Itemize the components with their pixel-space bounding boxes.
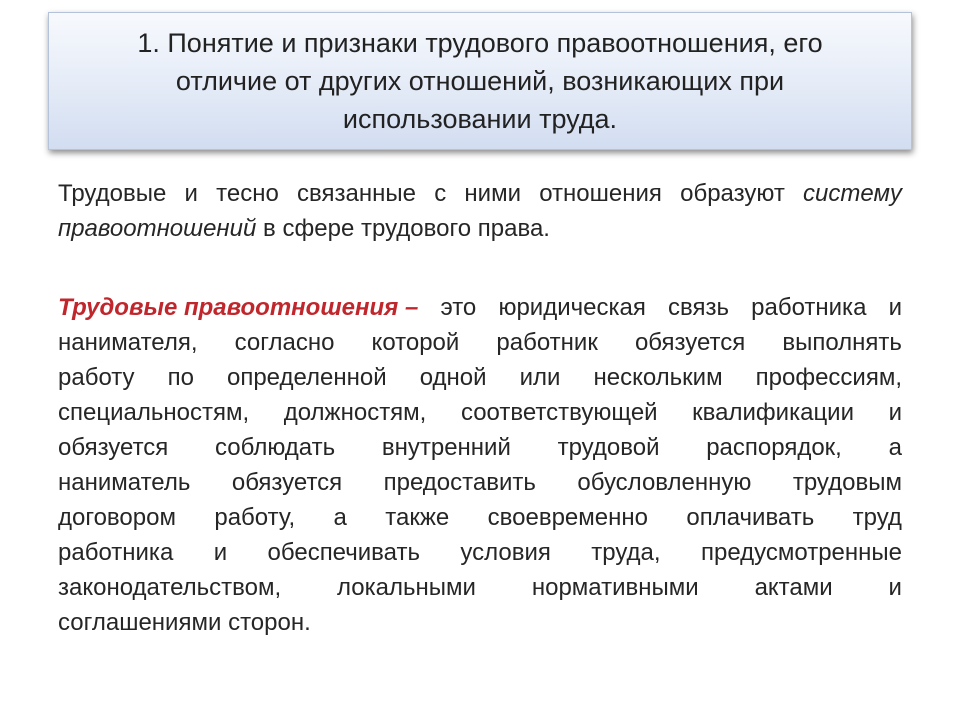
word: соблюдать <box>215 434 336 461</box>
slide-title <box>137 24 822 138</box>
word: связанные <box>297 180 416 207</box>
word: сторон. <box>228 609 311 636</box>
word: с <box>434 180 447 207</box>
word: согласно <box>234 329 335 356</box>
word: профессиям, <box>755 364 902 391</box>
word: и <box>888 294 902 321</box>
word: правоотношений <box>58 215 257 242</box>
word: в <box>263 215 276 242</box>
word: отношения <box>539 180 662 207</box>
word: и <box>888 574 902 601</box>
text-line <box>58 570 902 605</box>
word: работника <box>751 294 867 321</box>
word: это <box>440 294 477 321</box>
text-line <box>58 176 902 211</box>
word: одной <box>419 364 487 391</box>
word: законодательством, <box>58 574 282 601</box>
word: распорядок, <box>706 434 842 461</box>
word: трудового <box>361 215 472 242</box>
text-line <box>58 465 902 500</box>
word: труда, <box>591 539 661 566</box>
word: ними <box>464 180 521 207</box>
word: Трудовые <box>58 180 167 207</box>
word: связь <box>667 294 729 321</box>
word: работника <box>58 539 174 566</box>
text-line <box>58 395 902 430</box>
word: обязуется <box>231 469 343 496</box>
word: условия <box>460 539 551 566</box>
word: внутренний <box>381 434 511 461</box>
word: права. <box>477 215 550 242</box>
word: специальностям, <box>58 399 250 426</box>
intro-paragraph <box>58 176 902 246</box>
word: определенной <box>226 364 387 391</box>
word: своевременно <box>487 504 648 531</box>
word: также <box>385 504 450 531</box>
word: а <box>333 504 347 531</box>
word: и <box>888 399 902 426</box>
word: выполнять <box>782 329 902 356</box>
word: договором <box>58 504 176 531</box>
text-line <box>58 430 902 465</box>
text-line <box>58 325 902 360</box>
word: наниматель <box>58 469 191 496</box>
word: нескольким <box>593 364 723 391</box>
word: юридическая <box>498 294 646 321</box>
text-line <box>58 360 902 395</box>
text-line <box>58 211 902 246</box>
definition-paragraph <box>58 290 902 640</box>
text-line <box>58 605 902 640</box>
word: работник <box>496 329 598 356</box>
word: которой <box>371 329 460 356</box>
word: соглашениями <box>58 609 222 636</box>
slide-title-line: отличие от других отношений, возникающих при <box>175 66 785 96</box>
word: труд <box>852 504 902 531</box>
text-line <box>58 535 902 570</box>
word: и <box>213 539 228 566</box>
word: работу <box>58 364 135 391</box>
text-line <box>58 290 902 325</box>
word: соответствующей <box>460 399 658 426</box>
word: предусмотренные <box>700 539 902 566</box>
slide-title-line: 1. Понятие и признаки трудового правоотношения, его <box>137 28 823 58</box>
word: локальными <box>337 574 476 601</box>
word: образуют <box>680 180 785 207</box>
word: а <box>888 434 902 461</box>
word: по <box>167 364 194 391</box>
defined-term: Трудовые правоотношения – <box>58 294 419 321</box>
word: сфере <box>282 215 355 242</box>
word: обязуется <box>634 329 746 356</box>
word: обязуется <box>58 434 169 461</box>
word: трудовым <box>792 469 902 496</box>
word: трудовой <box>557 434 660 461</box>
word: системy <box>803 180 902 207</box>
word: квалификации <box>692 399 854 426</box>
text-line <box>58 500 902 535</box>
word: оплачивать <box>686 504 815 531</box>
word: или <box>519 364 561 391</box>
word: работу, <box>214 504 296 531</box>
word: тесно <box>216 180 279 207</box>
word: должностям, <box>283 399 427 426</box>
slide-title-line: использовании труда. <box>342 104 618 134</box>
word: обеспечивать <box>267 539 420 566</box>
word: нормативными <box>531 574 699 601</box>
word: актами <box>754 574 833 601</box>
word: и <box>184 180 198 207</box>
slide-title-box <box>48 12 912 150</box>
word: нанимателя, <box>58 329 198 356</box>
word: обусловленную <box>577 469 752 496</box>
word: предоставить <box>383 469 536 496</box>
